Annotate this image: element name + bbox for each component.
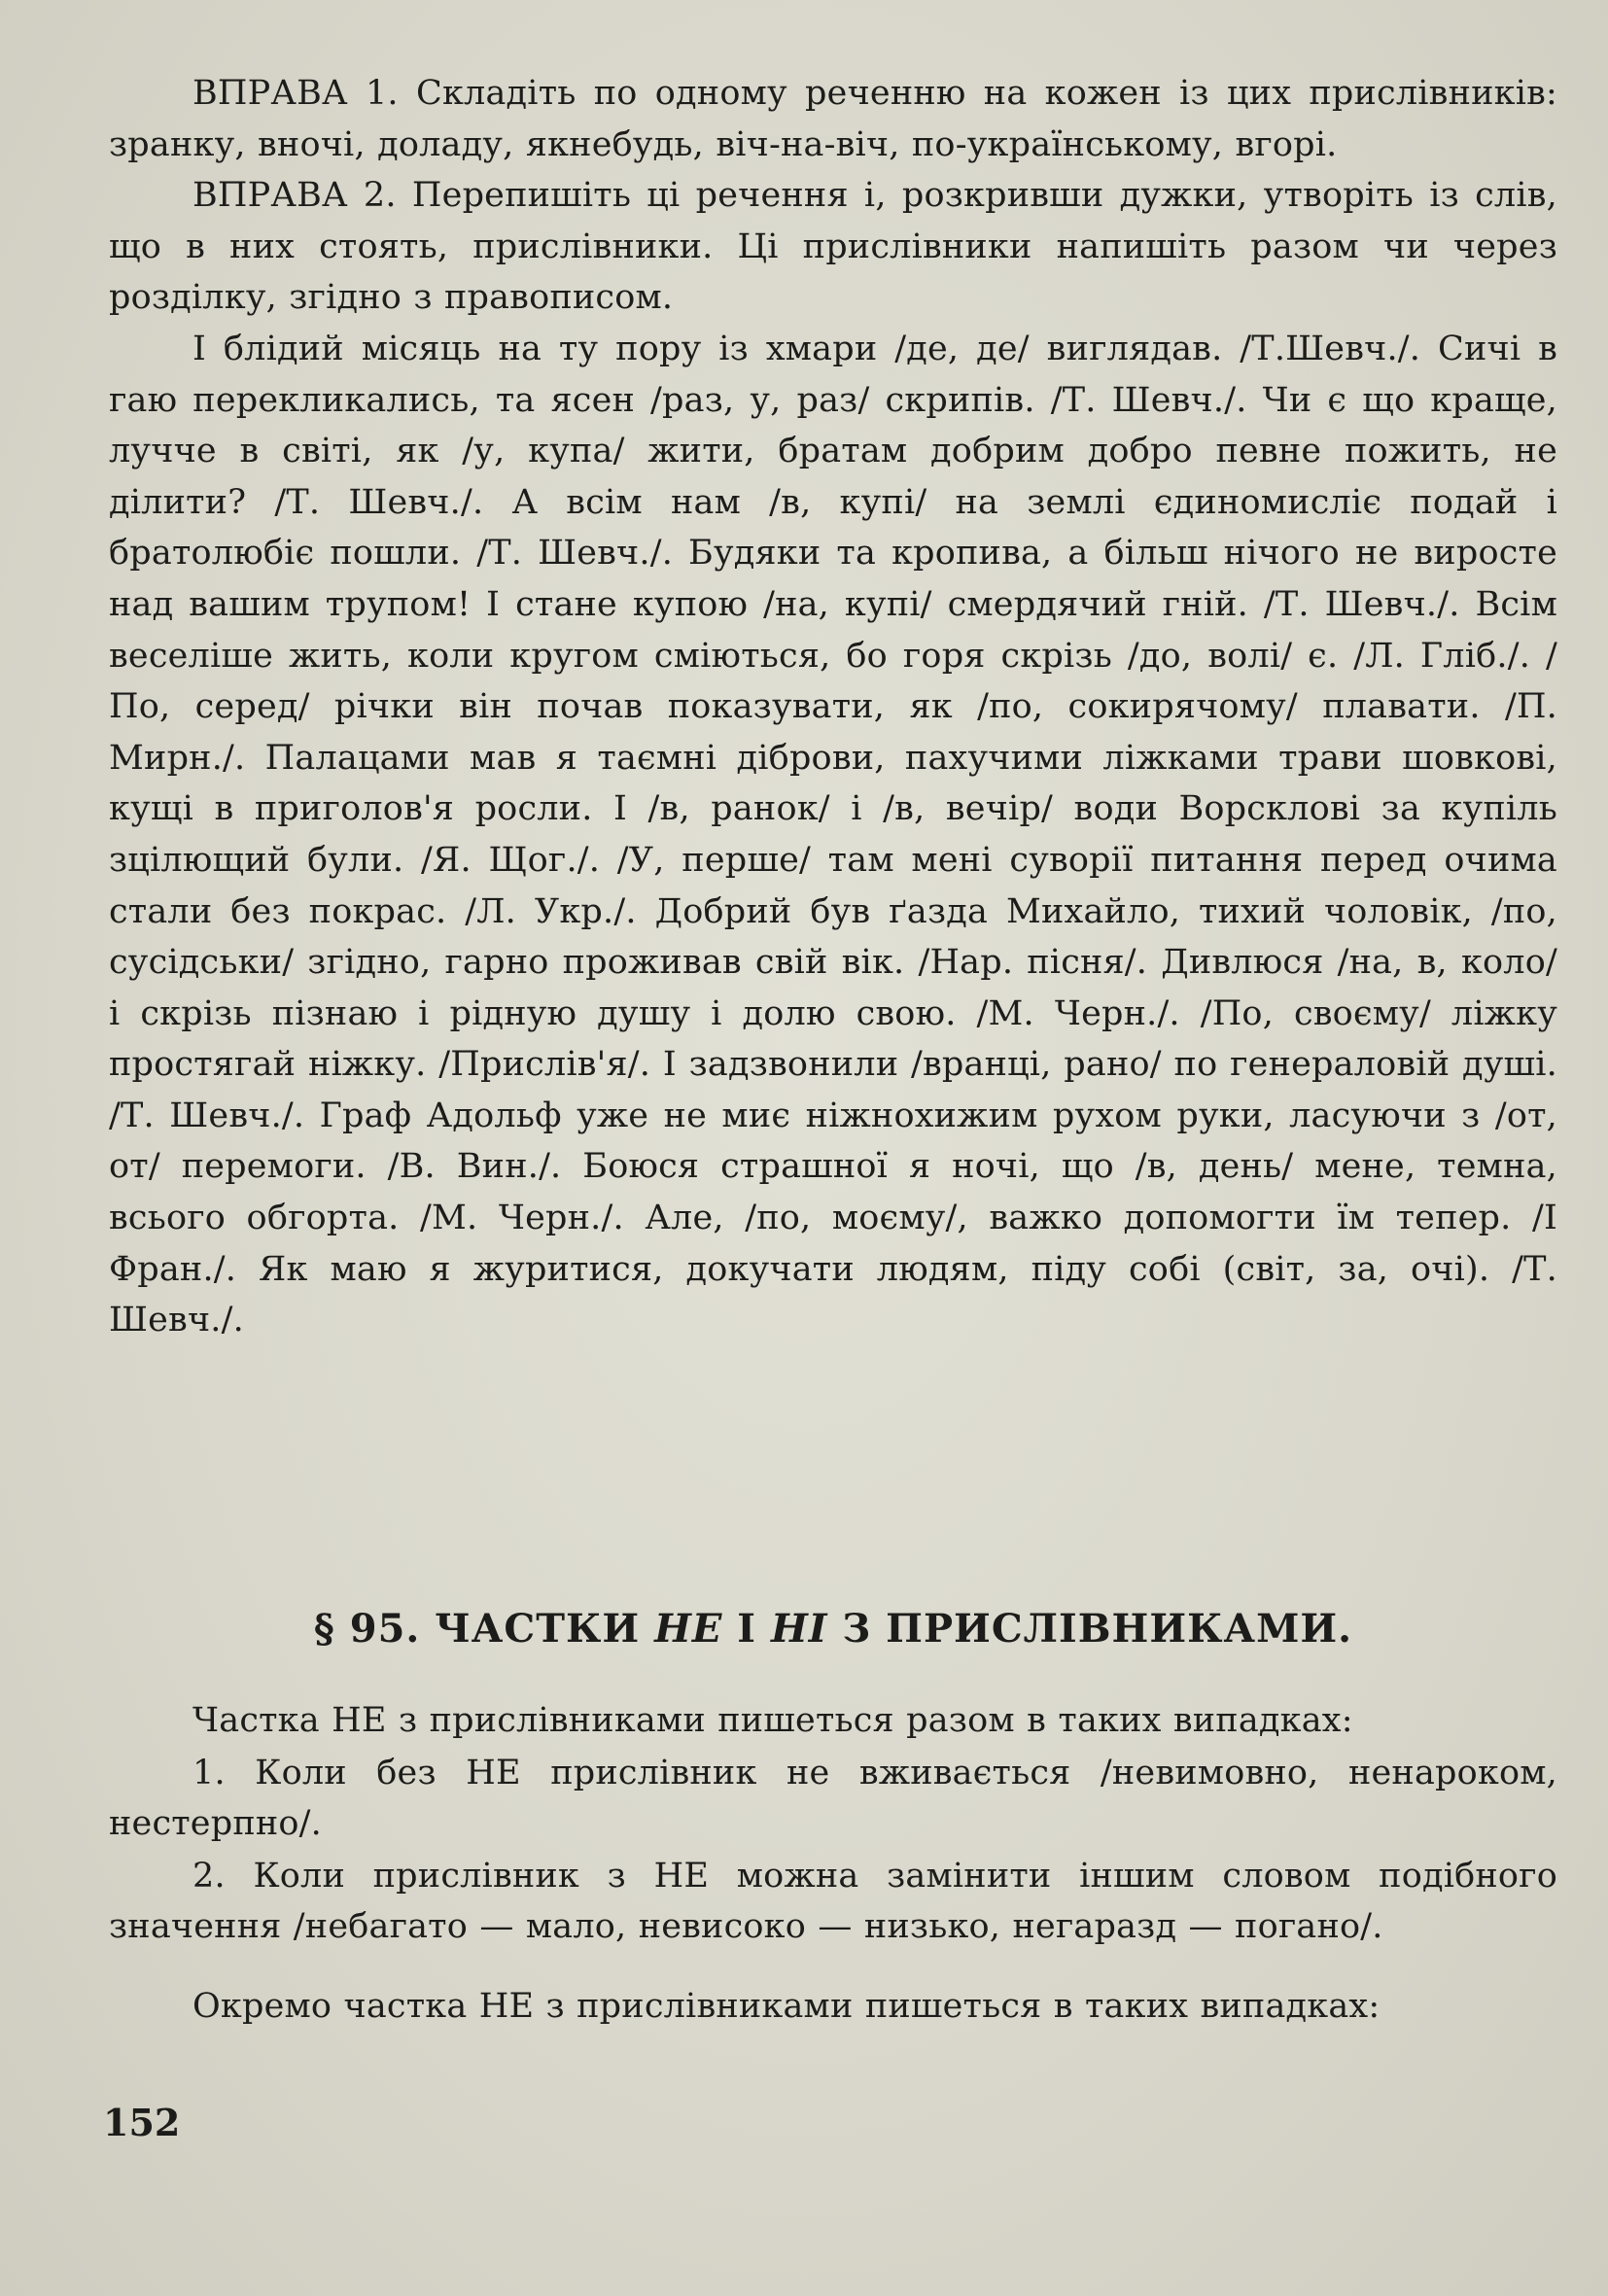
rule-2: 2. Коли прислівник з НЕ можна замінити іншим словом подібного значення /небагато — мало, невисоко — низько, негаразд — погано/. — [109, 1857, 1557, 1946]
exercises-block — [109, 68, 1557, 1346]
section-conjunction: І — [737, 1606, 757, 1652]
section-heading-prefix: § 95. ЧАСТКИ — [313, 1606, 641, 1652]
exercise-2-text: І блідий місяць на ту пору із хмари /де, де/ виглядав. /Т.Шевч./. Сичі в гаю перекликались, та ясен /раз, у, раз/ скрипів. /Т. Шевч./. Чи є що краще, лучче в світі, як /у, купа/ жити, братам добрим добро певне пожить, не ділити? /Т. Шевч./. А всім нам /в, купі/ на землі єдиномисліє подай і братолюбіє пошли. /Т. Шевч./. Будяки та кропива, а більш нічого не виросте над вашим трупом! І стане купою /на, купі/ смердячий гній. /Т. Шевч./. Всім веселіше жить, коли кругом сміються, бо горя скрізь /до, волі/ є. /Л. Гліб./. /По, серед/ річки він почав показувати, як /по, сокирячому/ плавати. /П. Мирн./. Палацами мав я таємні діброви, пахучими ліжками трави шовкові, кущі в приголов'я росли. І /в, ранок/ і /в, вечір/ води Ворсклові за купіль зцілющий були. /Я. Щог./. /У, перше/ там мені суворії питання перед очима стали без покрас. /Л. Укр./. Добрий був ґазда Михайло, тихий чоловік, /по, сусідськи/ згідно, гарно проживав свій вік. /Нар. пісня/. Дивлюся /на, в, коло/ і скрізь пізнаю і рідную душу і долю свою. /М. Черн./. /По, своєму/ ліжку простягай ніжку. /Прислів'я/. І задзвонили /вранці, рано/ по генераловій душі. /Т. Шевч./. Граф Адольф уже не миє ніжнохижим рухом руки, ласуючи з /от, от/ перемоги. /В. Вин./. Боюся страшної я ночі, що /в, день/ мене, темна, всього обгорта. /М. Черн./. Але, /по, моєму/, важко допомогти їм тепер. /І Фран./. Як маю я журитися, докучати людям, піду собі (світ, за, очі). /Т. Шевч./. — [109, 329, 1557, 1340]
rule-1: 1. Коли без НЕ прислівник не вживається /невимовно, ненароком, нестерпно/. — [109, 1754, 1557, 1843]
rules-separate-intro: Окремо частка НЕ з прислівниками пишеться в таких випадках: — [192, 1987, 1381, 2026]
section-particle-ne: НЕ — [654, 1606, 723, 1652]
rules-block — [109, 1695, 1557, 2032]
page-number: 152 — [103, 2101, 181, 2144]
exercise-1: ВПРАВА 1. Складіть по одному реченню на кожен із цих прислівників: зранку, вночі, доладу, якнебудь, віч-на-віч, по-українському, вгорі. — [109, 74, 1557, 164]
section-particle-ni: НІ — [770, 1606, 828, 1652]
section-heading — [109, 1602, 1557, 1656]
exercise-2-instruction: ВПРАВА 2. Перепишіть ці речення і, розкривши дужки, утворіть із слів, що в них стоять, прислівники. Ці прислівники напишіть разом чи через розділку, згідно з правописом. — [109, 176, 1557, 318]
section-heading-suffix: З ПРИСЛІВНИКАМИ. — [842, 1606, 1353, 1652]
rules-intro: Частка НЕ з прислівниками пишеться разом в таких випадках: — [192, 1701, 1353, 1740]
